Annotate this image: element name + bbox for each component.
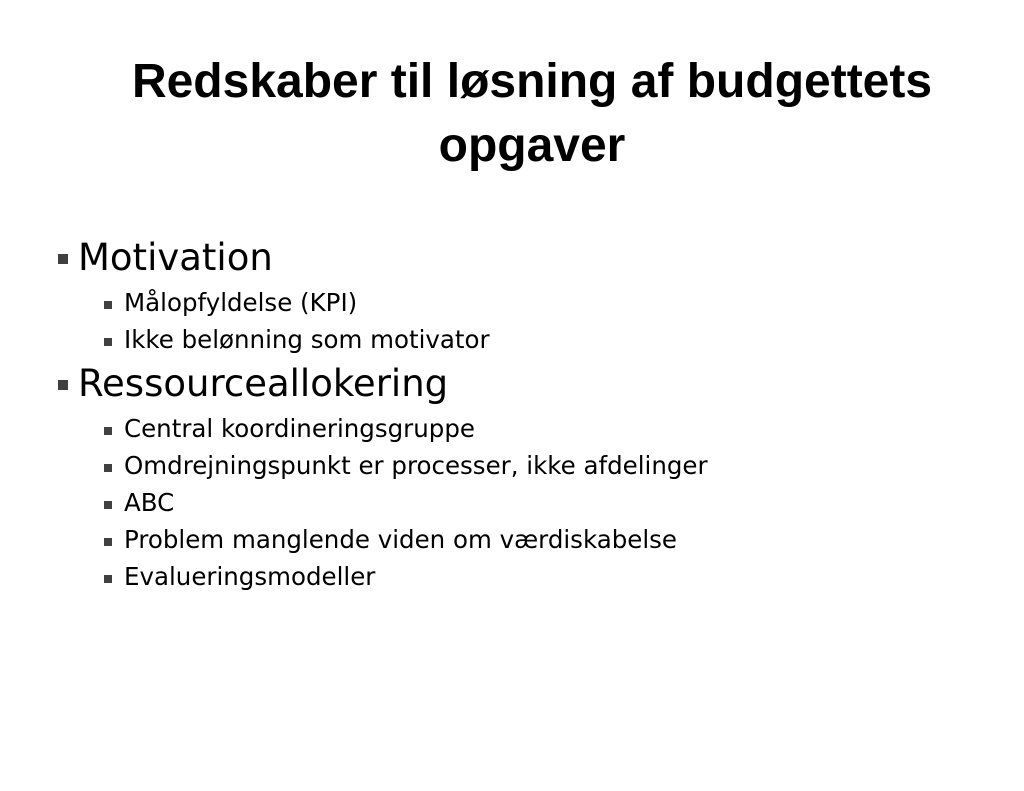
list-item-text: ABC bbox=[124, 488, 175, 517]
square-bullet-icon bbox=[104, 575, 112, 583]
list-item bbox=[104, 284, 998, 321]
list-item bbox=[104, 558, 998, 595]
list-item bbox=[104, 484, 998, 521]
list-item-text: Central koordineringsgruppe bbox=[124, 414, 475, 443]
list-item-text: Evalueringsmodeller bbox=[124, 562, 376, 591]
list-item bbox=[104, 321, 998, 358]
list-item-text: Problem manglende viden om værdiskabelse bbox=[124, 525, 677, 554]
section-label: Ressourceallokering bbox=[78, 362, 449, 405]
list-item bbox=[104, 521, 998, 558]
slide-title: Redskaber til løsning af budgettets opgaver bbox=[131, 55, 933, 172]
square-bullet-icon bbox=[104, 501, 112, 509]
square-bullet-icon bbox=[104, 538, 112, 546]
square-bullet-icon bbox=[104, 301, 112, 309]
list-item bbox=[104, 447, 998, 484]
section-ressourceallokering bbox=[58, 358, 998, 410]
square-bullet-icon bbox=[58, 380, 68, 390]
square-bullet-icon bbox=[104, 464, 112, 472]
list-item-text: Ikke belønning som motivator bbox=[124, 325, 490, 354]
section-label: Motivation bbox=[78, 236, 273, 279]
square-bullet-icon bbox=[104, 338, 112, 346]
square-bullet-icon bbox=[104, 427, 112, 435]
section-motivation bbox=[58, 232, 998, 284]
list-item bbox=[104, 410, 998, 447]
bullet-list bbox=[58, 232, 998, 595]
square-bullet-icon bbox=[58, 254, 68, 264]
list-item-text: Målopfyldelse (KPI) bbox=[124, 288, 358, 317]
list-item-text: Omdrejningspunkt er processer, ikke afdelinger bbox=[124, 451, 708, 480]
